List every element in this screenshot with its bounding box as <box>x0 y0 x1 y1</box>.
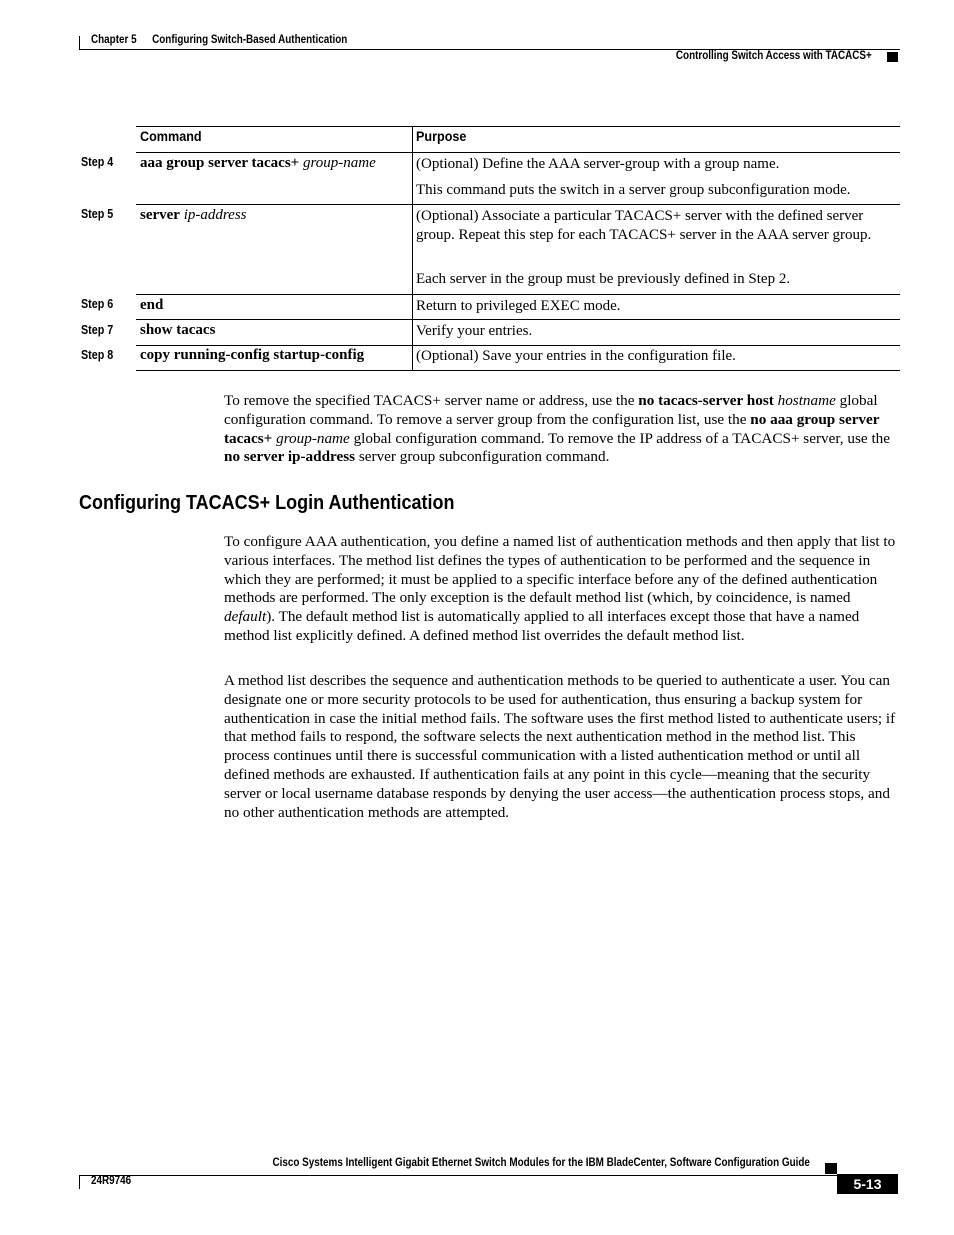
table-column-divider <box>412 127 413 370</box>
command-cell <box>140 322 215 339</box>
step-label: Step 5 <box>81 207 114 221</box>
footer-rule <box>79 1175 837 1176</box>
command-argument: group-name <box>302 155 376 171</box>
text-run: global configuration command. To remove a server group from the configuration list, use the <box>224 392 878 428</box>
body-paragraph: A method list describes the sequence and authentication methods to be queried to authenticate a user. You can designate one or more security protocols to be used for authentication, thus ensuring a backup system for authentication in case the initial method fails. The software uses the first method listed to authenticate users; if that method fails to respond, the software selects the next authentication method in the method list. This process continues until there is successful communication with a listed authentication method or until all defined methods are exhausted. If authentication fails at any point in this cycle—meaning that the security server or local username database responds by denying the user access—the authentication process stops, and no other authentication methods are attempted. <box>224 672 896 821</box>
text-run: global configuration command. To remove the IP address of a TACACS+ server, use the <box>349 429 890 447</box>
footer-book-title: Cisco Systems Intelligent Gigabit Ethernet Switch Modules for the IBM BladeCenter, Software Configuration Guide <box>272 1157 810 1169</box>
chapter-label: Chapter 5 <box>91 34 137 46</box>
command-keyword: aaa group server tacacs+ <box>140 155 300 171</box>
step-label: Step 4 <box>81 155 114 169</box>
command-keyword: no server ip-address <box>224 448 356 466</box>
table-rule-row <box>136 345 900 346</box>
command-cell <box>140 207 247 224</box>
table-rule-row <box>136 319 900 320</box>
command-argument: group-name <box>276 429 350 447</box>
remove-commands-paragraph <box>224 392 899 467</box>
header-marker <box>887 52 898 62</box>
emphasis-text: default <box>224 608 267 626</box>
body-paragraph <box>224 533 899 646</box>
step-label: Step 7 <box>81 323 114 337</box>
step-label: Step 6 <box>81 297 114 311</box>
footer-doc-number: 24R9746 <box>91 1175 132 1187</box>
command-keyword: end <box>140 297 164 313</box>
footer-marker <box>825 1163 837 1174</box>
command-keyword: no tacacs-server host <box>638 392 774 409</box>
purpose-text: Each server in the group must be previously defined in Step 2. <box>416 271 791 287</box>
table-rule-bottom <box>136 370 900 371</box>
running-header-chapter <box>91 34 347 46</box>
command-argument: ip-address <box>183 207 247 223</box>
text-run: server group subconfiguration command. <box>355 448 610 466</box>
command-keyword: server <box>140 207 180 223</box>
text-run: To configure AAA authentication, you define a named list of authentication methods and then apply that list to various interfaces. The method list defines the types of authentication to be performed and the sequence in which they are performed; it must be applied to a specific interface before any of the defined authentication methods are performed. The only exception is the default method list (which, by coincidence, is named <box>224 533 896 607</box>
table-rule-row <box>136 204 900 205</box>
column-header-purpose: Purpose <box>416 128 467 144</box>
running-header-section: Controlling Switch Access with TACACS+ <box>676 50 872 62</box>
text-run: ). The default method list is automatically applied to all interfaces except those that have a named method list explicitly defined. A defined method list overrides the default method list. <box>224 608 860 644</box>
table-rule-header <box>136 152 900 153</box>
table-rule-row <box>136 294 900 295</box>
command-keyword: no aaa group server tacacs+ <box>224 410 880 447</box>
purpose-text: This command puts the switch in a server group subconfiguration mode. <box>416 182 851 198</box>
command-argument: hostname <box>777 392 836 409</box>
header-rule-vertical <box>79 36 80 50</box>
column-header-command: Command <box>140 128 202 144</box>
command-cell <box>140 347 364 364</box>
purpose-text: Return to privileged EXEC mode. <box>416 298 621 314</box>
purpose-text: (Optional) Associate a particular TACACS+ server with the defined server group. Repeat this step for each TACACS+ server in the AAA server group. <box>416 208 872 243</box>
table-rule-top <box>136 126 900 127</box>
footer-rule-vertical <box>79 1175 80 1189</box>
section-heading: Configuring TACACS+ Login Authentication <box>79 492 455 514</box>
step-label: Step 8 <box>81 348 114 362</box>
purpose-text: Verify your entries. <box>416 323 533 339</box>
purpose-text: (Optional) Save your entries in the configuration file. <box>416 348 736 364</box>
command-keyword: copy running-config startup-config <box>140 347 365 363</box>
purpose-text: (Optional) Define the AAA server-group with a group name. <box>416 156 780 172</box>
page-number: 5-13 <box>837 1174 898 1194</box>
chapter-title: Configuring Switch-Based Authentication <box>152 34 348 46</box>
command-cell <box>140 297 163 314</box>
command-cell <box>140 155 376 172</box>
text-run: To remove the specified TACACS+ server name or address, use the <box>224 392 639 409</box>
command-keyword: show tacacs <box>140 322 216 338</box>
